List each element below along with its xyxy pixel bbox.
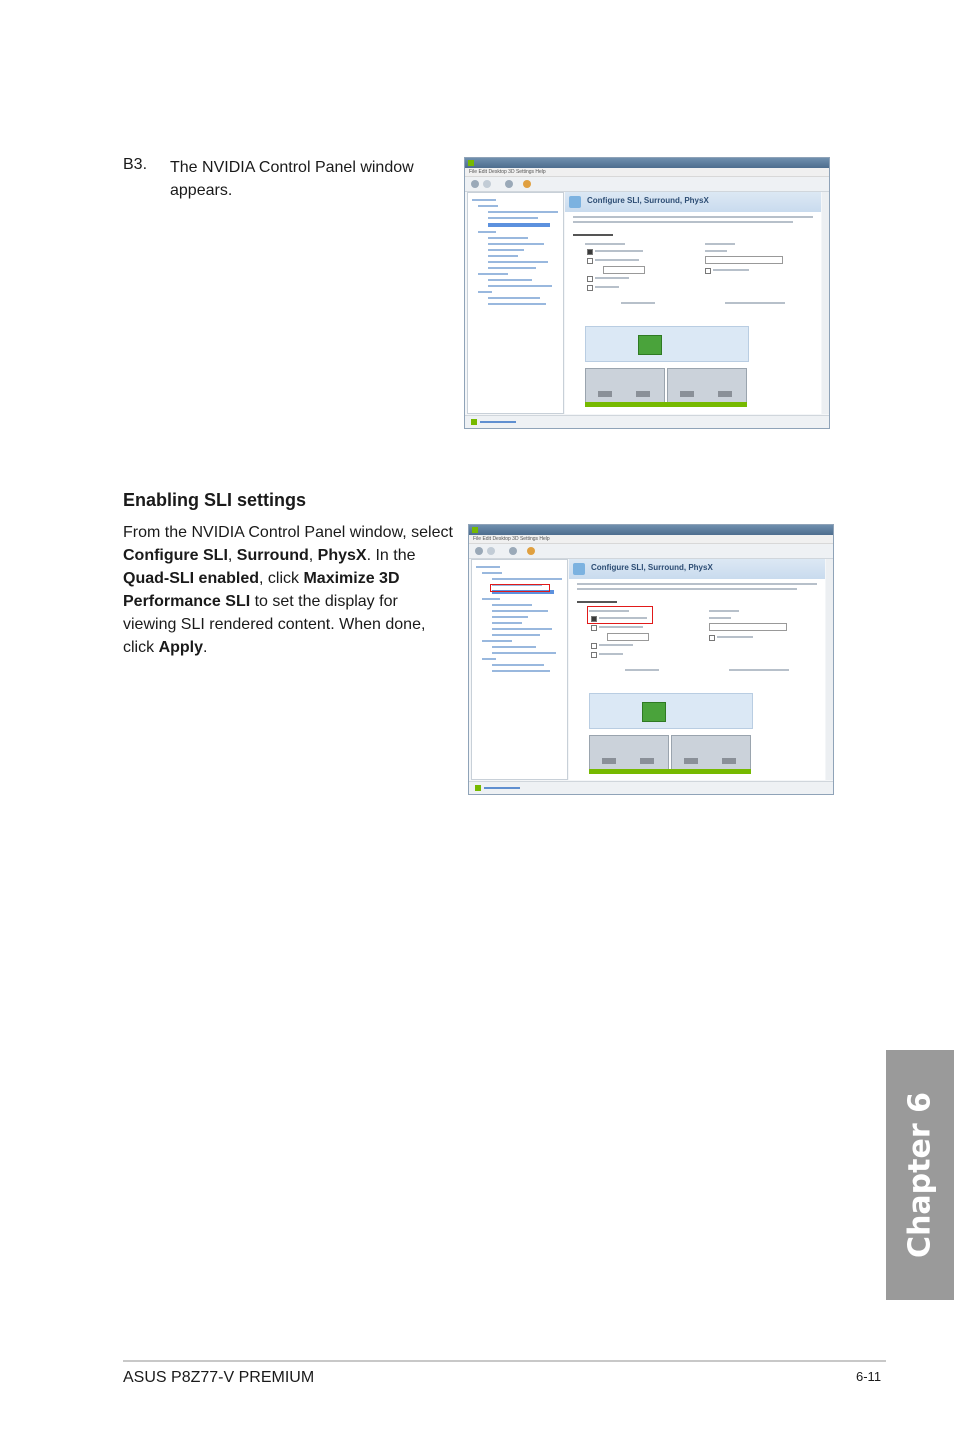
gpu-card <box>667 368 747 404</box>
window-menubar: File Edit Desktop 3D Settings Help <box>465 168 829 177</box>
bold-term: PhysX <box>317 547 367 564</box>
forward-icon <box>483 180 491 188</box>
paragraph-text: . In the <box>366 547 416 564</box>
window-toolbar <box>465 177 829 192</box>
scrollbar <box>822 192 829 414</box>
back-icon <box>475 547 483 555</box>
refresh-icon <box>527 547 535 555</box>
forward-icon <box>487 547 495 555</box>
physx-processor <box>638 335 662 355</box>
panel-header <box>565 192 821 212</box>
bold-term: Configure SLI <box>123 547 228 564</box>
bold-term: Quad-SLI enabled <box>123 570 260 587</box>
gpu-card <box>671 735 751 771</box>
status-bar <box>469 781 833 794</box>
bold-term: Apply <box>158 639 204 656</box>
home-icon <box>505 180 513 188</box>
paragraph-text: . <box>203 639 208 656</box>
task-tree <box>467 192 564 414</box>
panel-title: Configure SLI, Surround, PhysX <box>591 563 713 572</box>
paragraph-text: to set the display for viewing SLI rendered content. When done, click <box>123 593 426 656</box>
chapter-tab-label: Chapter 6 <box>902 1092 938 1258</box>
back-icon <box>471 180 479 188</box>
bold-term: Surround <box>236 547 309 564</box>
settings-pane <box>565 192 821 414</box>
panel-header <box>569 559 825 579</box>
panel-title: Configure SLI, Surround, PhysX <box>587 196 709 205</box>
sli-bar <box>589 769 751 774</box>
nvidia-icon <box>472 527 478 533</box>
paragraph-text: , <box>227 547 237 564</box>
sli-icon <box>569 196 581 208</box>
nvidia-icon <box>468 160 474 166</box>
task-tree <box>471 559 568 780</box>
bold-term: Maximize 3D Performance SLI <box>123 570 400 610</box>
section-paragraph <box>123 521 455 659</box>
physx-processor <box>642 702 666 722</box>
gpu-card <box>589 735 669 771</box>
sli-bar <box>585 402 747 407</box>
highlight-tree-item <box>490 584 550 592</box>
section-heading: Enabling SLI settings <box>123 490 307 510</box>
footer-product: ASUS P8Z77-V PREMIUM <box>123 1369 315 1386</box>
nvidia-control-panel-screenshot-2 <box>468 524 834 795</box>
nvidia-control-panel-screenshot-1 <box>464 157 830 429</box>
status-bar <box>465 415 829 428</box>
home-icon <box>509 547 517 555</box>
physx-diagram <box>589 693 753 729</box>
gpu-card <box>585 368 665 404</box>
scrollbar <box>826 559 833 780</box>
step-number: B3. <box>123 156 148 173</box>
chapter-tab <box>886 1050 954 1300</box>
paragraph-text: , <box>308 547 318 564</box>
paragraph-text: From the NVIDIA Control Panel window, select <box>123 524 453 541</box>
settings-pane <box>569 559 825 780</box>
step-text: The NVIDIA Control Panel window appears. <box>170 159 414 199</box>
physx-diagram <box>585 326 749 362</box>
footer-rule <box>123 1360 886 1362</box>
highlight-sli-option <box>587 606 653 624</box>
refresh-icon <box>523 180 531 188</box>
window-titlebar <box>469 525 833 535</box>
window-titlebar <box>465 158 829 168</box>
paragraph-text: , click <box>259 570 304 587</box>
sli-icon <box>573 563 585 575</box>
window-menubar: File Edit Desktop 3D Settings Help <box>469 535 833 544</box>
page-number: 6-11 <box>856 1369 882 1384</box>
window-toolbar <box>469 544 833 559</box>
